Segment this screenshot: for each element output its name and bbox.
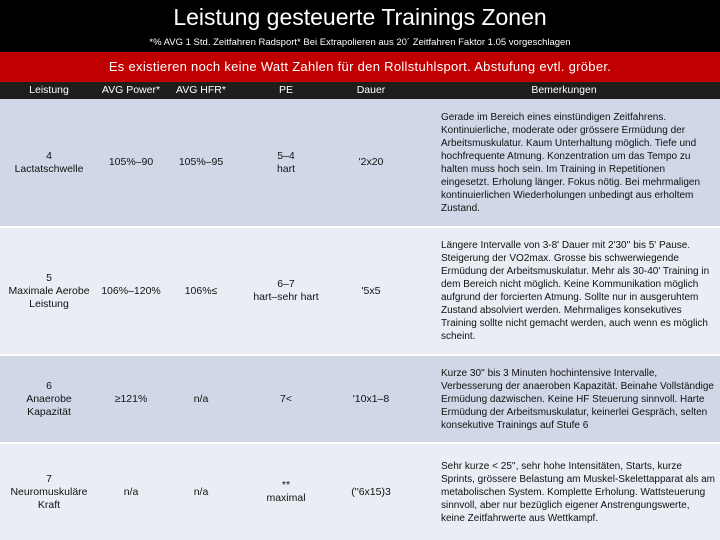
zone-name: Neuromuskuläre (10, 485, 88, 498)
zone-name: Anaerobe (26, 392, 72, 405)
dauer-cell: '10x1–8 (352, 392, 390, 405)
pe-label: maximal (266, 492, 306, 504)
column-header-bemerkungen: Bemerkungen (531, 84, 597, 96)
bemerkungen-cell (408, 99, 720, 226)
bemerkungen-cell (408, 228, 720, 354)
avg-hfr-cell: 106%≤ (184, 284, 218, 297)
table-row (0, 226, 720, 354)
zone-name-line2: Kraft (37, 498, 61, 511)
zone-number: 4 (46, 149, 52, 162)
zone-number: 7 (46, 472, 52, 485)
bemerkungen-cell (408, 444, 720, 540)
pe-label: hart–sehr hart (253, 291, 319, 303)
pe-cell (238, 228, 334, 354)
zone-name: Lactatschwelle (14, 162, 84, 175)
pe-value: 5–4 (277, 149, 295, 162)
bemerkungen-text: Kurze 30'' bis 3 Minuten hochintensive Intervalle, Verbesserung der anaeroben Kapazität. Beinahe Vollständige Ermüdung dazwischen. Keine HF Steuerung sinnvoll. Harte Ermüdung der Arbeitsmuskulatur, keinerlei Gespräch, selten konsekutive Trainings auf Stufe 6 (441, 367, 714, 431)
avg-power-cell: ≥121% (114, 392, 148, 405)
pe-cell: 7< (280, 392, 292, 405)
avg-power-cell: 106%–120% (101, 284, 161, 297)
zone-cell (0, 99, 98, 226)
training-zones-table (0, 82, 720, 540)
zone-cell (0, 228, 98, 354)
zone-cell (0, 356, 98, 442)
pe-label: hart (276, 162, 296, 175)
warning-banner: Es existieren noch keine Watt Zahlen für den Rollstuhlsport. Abstufung evtl. gröber. (0, 52, 720, 82)
pe-value: 6–7 (277, 278, 295, 290)
pe-cell (238, 444, 334, 540)
zone-number: 6 (46, 379, 52, 392)
column-header-avg-power: AVG Power* (101, 84, 161, 96)
avg-power-cell: n/a (123, 485, 139, 498)
table-row (0, 442, 720, 540)
dauer-cell: (''6x15)3 (351, 485, 391, 498)
dauer-cell: '2x20 (358, 156, 384, 168)
slide-header (0, 0, 720, 52)
column-header-leistung: Leistung (29, 84, 69, 96)
table-row (0, 354, 720, 442)
avg-hfr-cell: 105%–95 (178, 156, 224, 168)
zone-cell (0, 444, 98, 540)
avg-hfr-cell: n/a (193, 485, 209, 498)
zone-number: 5 (46, 271, 52, 284)
slide-title: Leistung gesteuerte Trainings Zonen (173, 4, 547, 30)
zone-name-line2: Leistung (29, 297, 69, 310)
column-header-avg-hfr: AVG HFR* (176, 84, 226, 96)
zone-name-line2: Kapazität (27, 405, 71, 418)
dauer-cell: '5x5 (361, 284, 381, 297)
column-header-dauer: Dauer (356, 84, 386, 96)
slide-subtitle: *% AVG 1 Std. Zeitfahren Radsport* Bei Extrapolieren aus 20´ Zeitfahren Faktor 1.05 vorgeschlagen (149, 37, 571, 48)
bemerkungen-cell (408, 356, 720, 442)
bemerkungen-text: Längere Intervalle von 3-8' Dauer mit 2'30'' bis 5' Pause. Steigerung der VO2max. Grosse bis schwerwiegende Ermüdung der Arbeitsmuskulatur. Mehr als 30-40' Training in dem Bereich nicht möglich. Keine Kommunikation möglich aufgrund der forcierten Atmung. Sollte nur in ausgeruhtem Zustand absolviert werden. Mehrmaliges konsekutives Training sollte nicht gemacht werden, auch wenn es möglich scheint. (441, 240, 710, 342)
bemerkungen-text: Gerade im Bereich eines einstündigen Zeitfahrens. Kontinuierliche, moderate oder grössere Ermüdung der Arbeitsmuskulatur. Kaum Unterhaltung möglich. Tiefe und hochfrequente Atmung. Konzentration um das Tempo zu halten muss hoch sein. Im Training in Repetitionen eingesetzt. Erholung länger. Fokus nötig. Bei mehrmaligen kontinuierlichen Wiederholungen unbedingt aus erholtem Zustand. (441, 111, 701, 214)
zone-name: Maximale Aerobe (8, 284, 90, 297)
pe-value: ** (281, 479, 291, 491)
bemerkungen-text: Sehr kurze < 25'', sehr hohe Intensitäten, Starts, kurze Sprints, grössere Belastung am Muskel-Skelettapparat als am metabolischen System. Komplette Erholung. Wattsteuerung sinnvoll, aber nur bezüglich eigener Anstrengungswerte, keine Zeitfahrwerte aus Wettkampf. (441, 460, 716, 524)
table-row (0, 99, 720, 226)
table-header-row (0, 82, 720, 99)
avg-hfr-cell: n/a (193, 392, 209, 405)
column-header-pe: PE (278, 84, 293, 96)
pe-cell (238, 99, 334, 226)
avg-power-cell: 105%–90 (108, 156, 154, 168)
